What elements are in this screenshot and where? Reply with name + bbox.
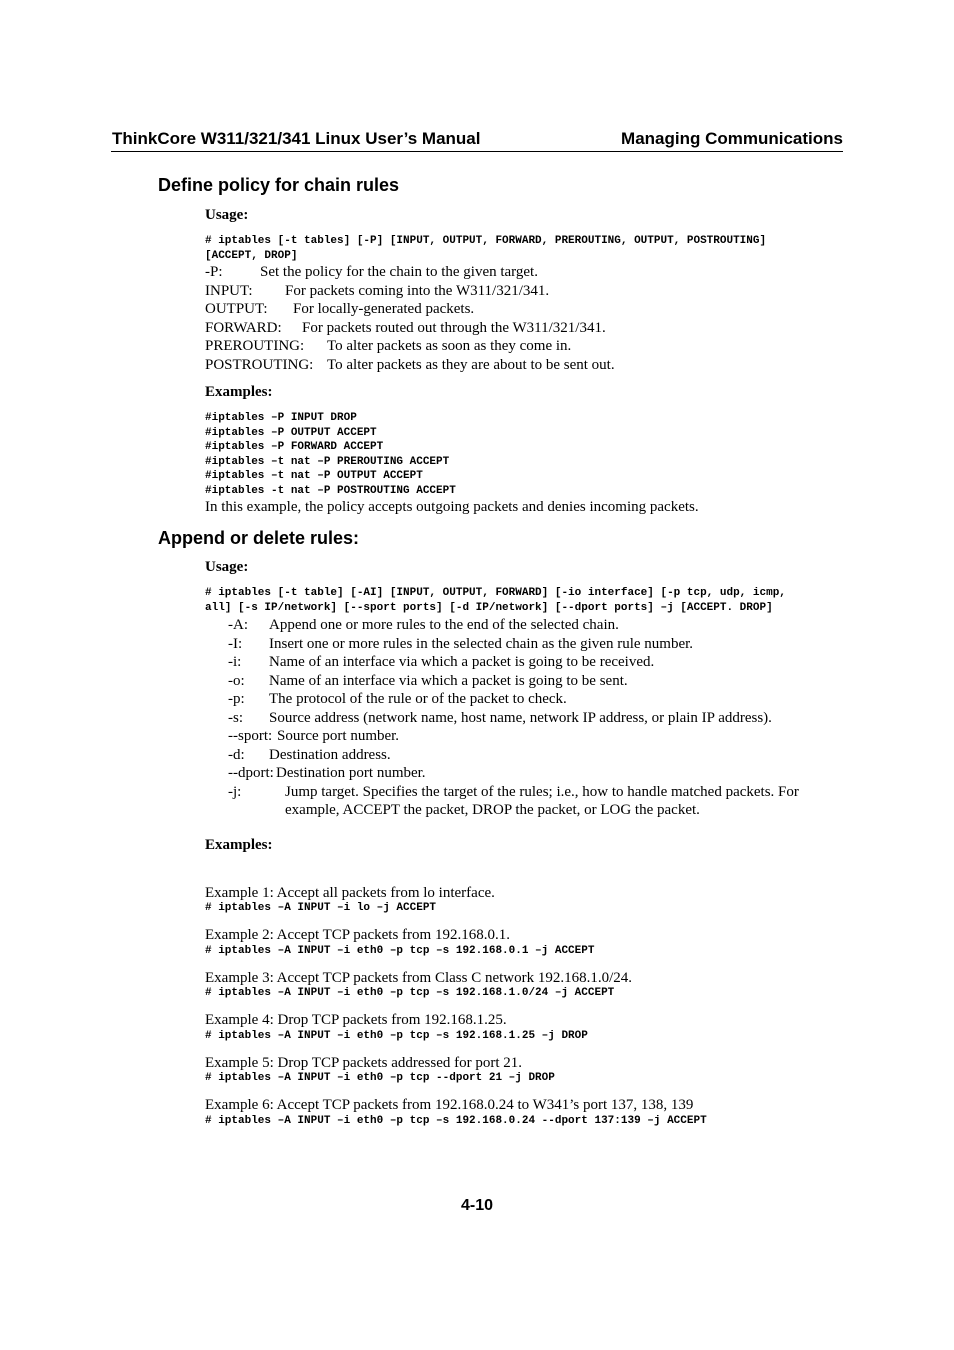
option-description: Destination address. [269,746,391,763]
option-description: Set the policy for the chain to the given target. [260,264,538,280]
option-description: Append one or more rules to the end of the selected chain. [269,617,619,633]
option-row [205,356,845,375]
option-name: POSTROUTING: [205,356,314,373]
option-name: -I: [228,635,243,652]
option-row [228,764,843,783]
section-heading-define-policy: Define policy for chain rules [158,175,400,195]
usage-label: Usage: [205,207,249,223]
example-description: Example 5: Drop TCP packets addressed for port 21. [205,1055,523,1071]
option-description: Destination port number. [276,765,426,781]
policy-note: In this example, the policy accepts outgoing packets and denies incoming packets. [205,499,699,515]
example-description: Example 1: Accept all packets from lo interface. [205,885,495,901]
usage-label: Usage: [205,559,249,575]
option-name: --dport: [228,765,274,781]
running-header-title: ThinkCore W311/321/341 Linux User’s Manual [112,129,481,148]
option-name: --sport: [228,728,273,744]
usage-code-line: [ACCEPT, DROP] [205,249,298,262]
option-description: Source port number. [277,728,400,744]
usage-code-line: # iptables [-t table] [-AI] [INPUT, OUTPUT, FORWARD] [-io interface] [-p tcp, udp, icmp, [205,587,786,599]
option-description: To alter packets as they are about to be sent out. [327,356,615,373]
option-name: INPUT: [205,282,253,299]
option-name: -s: [228,709,243,726]
option-name: -j: [228,783,242,800]
option-name: -o: [228,672,245,689]
example-code-line: # iptables –A INPUT –i lo –j ACCEPT [205,902,437,914]
option-name: -i: [228,654,242,670]
header-rule [111,151,843,152]
option-row [228,727,843,746]
usage-code-line: # iptables [-t tables] [-P] [INPUT, OUTPUT, FORWARD, PREROUTING, OUTPUT, POSTROUTING] [205,235,767,247]
option-description: To alter packets as soon as they come in. [327,338,572,354]
option-row [205,337,845,356]
example-code-line: #iptables –t nat –P PREROUTING ACCEPT [205,455,450,468]
option-description: For locally-generated packets. [293,301,475,317]
option-description: Insert one or more rules in the selected chain as the given rule number. [269,635,694,652]
example-code-line: #iptables -t nat –P POSTROUTING ACCEPT [205,484,456,497]
option-row [205,263,845,282]
option-name: -P: [205,264,223,280]
option-row [228,709,843,728]
example-code-line: #iptables –t nat –P OUTPUT ACCEPT [205,470,423,482]
option-description: For packets routed out through the W311/321/341. [302,319,606,336]
option-row [228,635,843,654]
option-row [205,300,845,319]
example-description: Example 3: Accept TCP packets from Class C network 192.168.1.0/24. [205,970,633,986]
example-code-line: # iptables –A INPUT –i eth0 –p tcp –s 192.168.0.24 --dport 137:139 –j ACCEPT [205,1115,707,1127]
option-description: Source address (network name, host name, network IP address, or plain IP address). [269,709,772,726]
example-description: Example 4: Drop TCP packets from 192.168.1.25. [205,1012,507,1028]
option-row [205,319,845,338]
option-name: -p: [228,691,245,707]
option-row [228,616,843,635]
option-name: -A: [228,617,248,633]
example-code-line: #iptables –P FORWARD ACCEPT [205,441,384,453]
option-name: -d: [228,746,245,763]
option-description: Jump target. Specifies the target of the rules; i.e., how to handle matched packets. For example, ACCEPT the packet, DROP the packet, or LOG the packet. [285,783,799,818]
examples-label: Examples: [205,837,273,853]
example-code-line: # iptables –A INPUT –i eth0 –p tcp --dport 21 –j DROP [205,1072,555,1084]
option-row [228,672,843,691]
page-number: 4-10 [460,1197,494,1214]
usage-code-line: all] [-s IP/network] [--sport ports] [-d IP/network] [--dport ports] –j [ACCEPT. DROP] [205,602,773,614]
option-row [228,746,843,765]
option-description: The protocol of the rule or of the packet to check. [269,691,567,707]
examples-label: Examples: [205,384,273,400]
option-name: OUTPUT: [205,301,268,317]
example-description: Example 2: Accept TCP packets from 192.168.0.1. [205,927,510,943]
example-description: Example 6: Accept TCP packets from 192.168.0.24 to W341’s port 137, 138, 139 [205,1097,694,1113]
example-code-line: #iptables –P OUTPUT ACCEPT [205,426,377,439]
option-name: PREROUTING: [205,338,305,354]
option-description: Name of an interface via which a packet is going to be received. [269,654,655,670]
option-row [228,690,843,709]
example-code-line: # iptables –A INPUT –i eth0 –p tcp –s 192.168.1.0/24 –j ACCEPT [205,987,615,999]
option-description: For packets coming into the W311/321/341. [285,282,550,299]
option-row [205,282,845,301]
example-code-line: #iptables –P INPUT DROP [205,412,357,424]
option-name: FORWARD: [205,319,282,336]
example-code-line: # iptables –A INPUT –i eth0 –p tcp –s 192.168.0.1 –j ACCEPT [205,945,595,957]
option-description: Name of an interface via which a packet is going to be sent. [269,672,628,689]
example-code-line: # iptables –A INPUT –i eth0 –p tcp –s 192.168.1.25 –j DROP [205,1030,588,1042]
running-header-chapter: Managing Communications [621,129,843,148]
section-heading-append-delete: Append or delete rules: [158,528,360,548]
option-row [228,653,843,672]
